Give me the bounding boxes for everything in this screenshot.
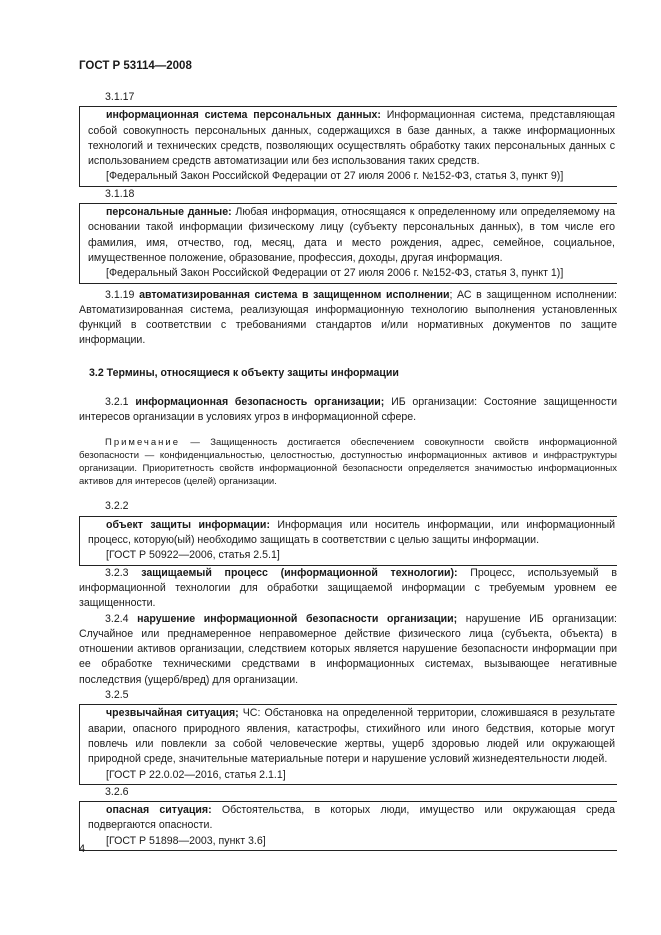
term-text: Информация или носитель информации, или информационный процесс, которую(ый) необходимо защищать в соответствии с целью защиты информации. (88, 518, 615, 547)
term-3-2-4 (79, 612, 617, 688)
term-number-3-1-17: 3.1.17 (105, 91, 135, 103)
term-definition (88, 108, 615, 169)
term-text: ЧС: Обстановка на определенной территории, сложившаяся в результате аварии, опасного природного явления, катастрофы, стихийного или иного бедствия, которые могут повлечь или повлекли за собой человеческие жертвы, ущерб здоровью людей или окружающей природной среде, значительные материальные потери и нарушение условий жизнедеятельности людей. (88, 707, 615, 766)
term-definition (88, 706, 615, 767)
term-number-3-2-6: 3.2.6 (105, 785, 129, 798)
term-box-3-2-5 (79, 704, 617, 784)
term-number: 3.2.1 (105, 396, 129, 409)
term-definition (88, 803, 615, 834)
term-name: чрезвычайная ситуация; (106, 707, 239, 720)
term-reference: [ГОСТ Р 50922—2006, статья 2.5.1] (106, 549, 280, 562)
term-number: 3.2.3 (105, 566, 129, 579)
term-reference: [Федеральный Закон Российской Федерации от 27 июля 2006 г. №152-ФЗ, статья 3, пункт 9)] (106, 170, 564, 183)
term-number: 3.1.19 (105, 288, 135, 301)
term-3-2-3 (79, 566, 617, 612)
term-name: опасная ситуация: (106, 804, 212, 817)
term-name: автоматизированная система в защищенном исполнении (139, 288, 450, 301)
note-text: — Защищенность достигается обеспечением совокупности свойств информационной безопасности — конфиденциальностью, целостностью, доступностью информационных активов и инфраструктуры организации. Приоритетность свойств информационной безопасности определяется значимостью информационных активов для интересов (целей) организации. (79, 436, 617, 488)
term-box-3-2-6 (79, 801, 617, 851)
term-text: ИБ организации: Состояние защищенности интересов организации в условиях угроз в информационной сфере. (79, 396, 617, 424)
term-text: ; АС в защищенном исполнении: Автоматизированная система, реализующая информационную технологию выполнения установленных функций в соответствии с требованиями стандартов и/или нормативных документов по защите информации. (79, 288, 617, 347)
term-name: объект защиты информации: (106, 518, 270, 531)
note (79, 436, 617, 489)
term-definition (88, 518, 615, 549)
term-text: Любая информация, относящаяся к определенному или определяемому на основании такой информации физическому лицу (субъекту персональных данных), в том числе его фамилия, имя, отчество, год, месяц, дата и место рождения, адрес, семейное, социальное, имущественное положение, образование, профессия, доходы, другая информация. (88, 206, 615, 264)
term-number-3-2-5: 3.2.5 (105, 689, 129, 702)
term-box-3-1-17 (79, 106, 617, 186)
term-number-3-1-18: 3.1.18 (105, 187, 135, 200)
document-body (79, 90, 617, 851)
section-heading: 3.2 Термины, относящиеся к объекту защиты информации (89, 366, 399, 379)
term-number-3-2-2: 3.2.2 (105, 500, 129, 513)
term-box-3-2-2 (79, 516, 617, 566)
term-3-1-19 (79, 288, 617, 349)
page-number: 4 (79, 843, 86, 855)
term-box-3-1-18 (79, 203, 617, 283)
term-name: защищаемый процесс (информационной технологии): (141, 566, 458, 579)
document-header: ГОСТ Р 53114—2008 (79, 60, 192, 72)
term-name: информационная безопасность организации; (135, 396, 385, 409)
term-name: нарушение информационной безопасности организации; (137, 612, 458, 625)
term-text: Обстоятельства, в которых люди, имущество или окружающая среда подвергаются опасности. (88, 804, 615, 832)
term-number: 3.2.4 (105, 612, 129, 625)
term-reference: [ГОСТ Р 22.0.02—2016, статья 2.1.1] (106, 768, 286, 781)
term-3-2-1 (79, 395, 617, 426)
term-text: Процесс, используемый в информационной технологии для обработки защищаемой информации с требуемым уровнем ее защищенности. (79, 566, 617, 610)
term-text: Информационная система, представляющая собой совокупность персональных данных, содержащихся в базе данных, а также информационных технологий и технических средств, позволяющих осуществлять обработку таких персональных данных с использованием средств автоматизации или без использования таких средств. (88, 109, 615, 168)
note-label: Примечание (105, 436, 180, 448)
term-definition (88, 205, 615, 266)
term-reference: [ГОСТ Р 51898—2003, пункт 3.6] (106, 834, 266, 847)
term-text: нарушение ИБ организации: Случайное или преднамеренное неправомерное действие физического лица (субъекта, объекта) в отношении активов организации, следствием которых является нарушение безопасности информации при ее обработке техническими средствами в информационных системах, вызывающее негативные последствия (ущерб/вред) для организации. (79, 612, 617, 686)
term-name: информационная система персональных данных: (106, 109, 381, 122)
term-name: персональные данные: (106, 206, 232, 219)
term-reference: [Федеральный Закон Российской Федерации от 27 июля 2006 г. №152-ФЗ, статья 3, пункт 1)] (106, 267, 564, 280)
